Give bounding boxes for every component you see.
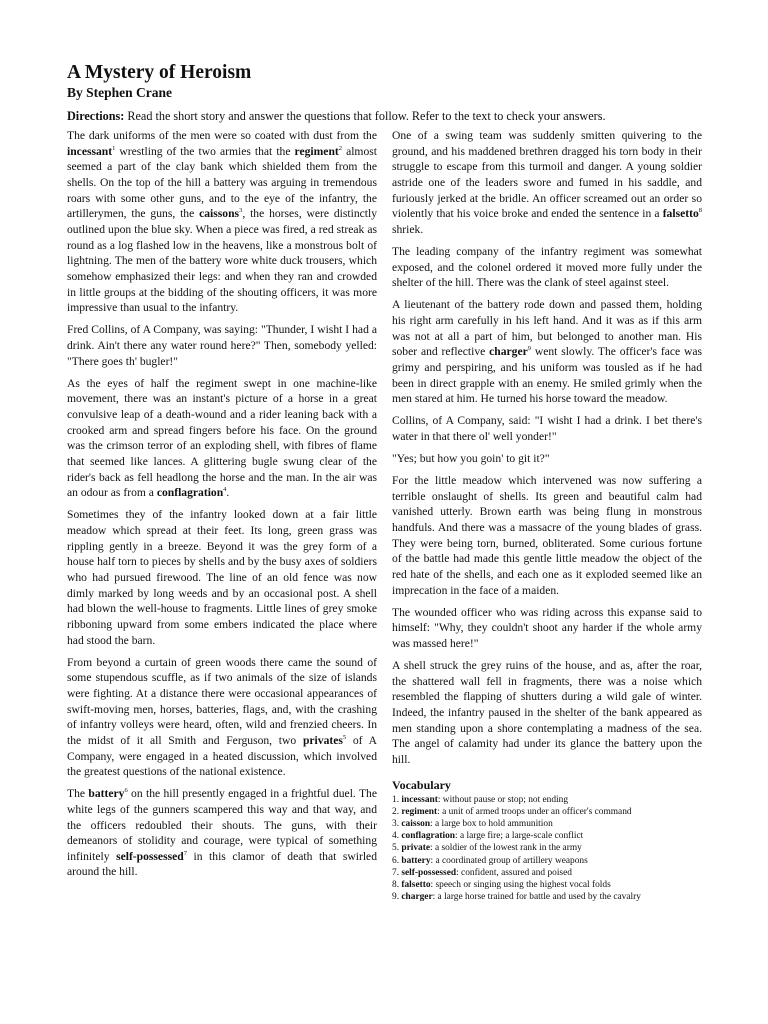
vocabulary-number: 1. <box>392 794 402 805</box>
vocabulary-term: self-possessed <box>401 867 457 878</box>
vocabulary-term: private <box>401 843 431 854</box>
story-author: By Stephen Crane <box>67 85 173 100</box>
text-run: The dark uniforms of the men were so coated with dust from the <box>67 129 377 142</box>
vocabulary-term: battery <box>401 855 431 866</box>
vocabulary-item <box>392 806 702 818</box>
vocabulary-definition: : a large fire; a large-scale conflict <box>455 831 584 842</box>
story-paragraph <box>392 244 702 291</box>
vocabulary-number: 4. <box>392 831 402 842</box>
vocabulary-definition: : a large horse trained for battle and used by the cavalry <box>432 892 641 903</box>
vocabulary-item <box>392 867 702 879</box>
text-run: For the little meadow which intervened was now suffering a terrible onslaught of shells. Its green and beautiful calm had vanished utterly. Brown earth was being flung in monstrous handfuls. And there was a massacre of the young blades of grass. They were being torn, burned, obliterated. Some curious fortune of the battle had made this gentle little meadow the object of the red hate of the shells, and each one as it exploded seemed like an imprecation in the face of a maiden. <box>392 474 702 597</box>
vocab-term: incessant <box>67 144 113 158</box>
vocabulary-item <box>392 879 702 891</box>
vocabulary-definition: : a coordinated group of artillery weapons <box>430 855 588 866</box>
text-run: Collins, of A Company, said: "I wisht I had a drink. I bet there's water in that there ol' well yonder!" <box>392 414 702 443</box>
vocab-term: conflagration <box>156 486 224 500</box>
vocabulary-item <box>392 830 702 842</box>
text-run: . <box>226 486 230 500</box>
vocabulary-definition: : confident, assured and poised <box>456 867 572 878</box>
story-paragraph <box>392 451 702 467</box>
vocabulary-definition: : speech or singing using the highest vocal folds <box>430 880 611 891</box>
text-run: A shell struck the grey ruins of the house, and as, after the roar, the shattered wall fell in fragments, there was a noise which resembled the flapping of shutters during a wild gale of winter. Indeed, the infantry paused in the shelter of the bank appeared as men standing upon a shore contemplating a madness of the sea. The angel of calamity had under its glance the battery upon the hill. <box>392 659 702 767</box>
footnote-marker: 8 <box>698 207 702 215</box>
text-run: went slowly. The officer's face was grimy and perspiring, and his uniform was tousled as if he had been in direct grapple with an enemy. He smiled grimly when the men stared at him. He turned his horse toward the meadow. <box>392 345 703 406</box>
right-column <box>392 128 702 904</box>
footnote-marker: 4 <box>223 486 227 494</box>
text-run: on the hill presently engaged in a frightful duel. The white legs of the gunners scampered this way and that way, and the officers redoubled their shouts. The guns, with their demeanors of stolidity and courage, were typical of something infinitely <box>67 787 377 863</box>
vocabulary-definition: : a soldier of the lowest rank in the army <box>430 843 582 854</box>
vocab-term: falsetto <box>662 207 699 221</box>
story-paragraph <box>392 297 702 407</box>
footnote-marker: 2 <box>338 144 343 152</box>
vocabulary-item <box>392 855 702 867</box>
vocabulary-term: conflagration <box>401 831 456 842</box>
vocab-term: self-possessed <box>116 849 184 863</box>
vocabulary-number: 5. <box>392 843 402 854</box>
text-run: Fred Collins, of A Company, was saying: "Thunder, I wisht I had a drink. Ain't there any water round here?" Then, somebody yelled: "There goes th' bugler!" <box>67 323 377 368</box>
vocabulary-term: regiment <box>401 806 438 817</box>
text-run: The leading company of the infantry regiment was somewhat exposed, and the colonel ordered it moved more fully under the shelter of the hill. There was the clank of steel against steel. <box>392 244 702 290</box>
text-run: , the horses, were distinctly outlined upon the blue sky. When a piece was fired, a red streak as round as a log flashed low in the heavens, like a monstrous bolt of lightning. The men of the battery wore white duck trousers, which somehow emphasized their legs: and when they ran and crowded in little groups at the bidding of the shouting officers, it was more impressive than usual to the infantry. <box>67 207 377 315</box>
text-run: One of a swing team was suddenly smitten quivering to the ground, and his maddened brethren dragged his torn body in their struggle to escape from this turmoil and danger. A young soldier astride one of the leaders swore and fumed in his saddle, and furiously jerked at the bridle. An officer screamed out an order so violently that his voice broke and ended the sentence in a <box>392 129 702 221</box>
directions-label: Directions: <box>67 109 125 123</box>
footnote-marker: 7 <box>183 849 187 857</box>
text-run: in this clamor of death that swirled around the hill. <box>67 849 378 879</box>
vocabulary-term: charger <box>401 892 433 903</box>
vocabulary-term: falsetto <box>401 880 431 891</box>
story-title: A Mystery of Heroism <box>67 62 252 83</box>
vocabulary-list <box>392 794 702 904</box>
text-run: Sometimes they of the infantry looked down at a fair little meadow which spread at their feet. Its long, green grass was rippling gently in a breeze. Beyond it was the grey form of a house half torn to pieces by shells and by the busy axes of soldiers who had pursued firewood. The line of an old fence was now dimly marked by long weeds and by an occasional post. A shell had blown the well-house to fragments. Little lines of grey smoke ribboning upward from some embers indicated the place where had stood the barn. <box>67 508 377 647</box>
vocabulary-number: 9. <box>392 892 402 903</box>
footnote-marker: 6 <box>124 787 128 795</box>
story-paragraph <box>67 786 377 880</box>
story-columns <box>67 128 702 904</box>
footnote-marker: 3 <box>239 207 243 215</box>
footnote-marker: 9 <box>527 345 531 353</box>
text-run: From beyond a curtain of green woods there came the sound of some stupendous scuffle, as if two animals of the size of islands were fighting. At a distance there were occasional appearances of swift-moving men, horses, batteries, flags, and, with the crashing of infantry volleys were heard, often, wild and frenzied cheers. In the midst of it all Smith and Ferguson, two <box>67 655 377 747</box>
text-run: shriek. <box>392 222 424 236</box>
footnote-marker: 1 <box>112 144 116 152</box>
text-run: As the eyes of half the regiment swept in one machine-like movement, there was an instant's picture of a horse in a great convulsive leap of a death-wound and a rider leaning back with a crooked arm and spread fingers before his face. On the ground was the crimson terror of an exploding shell, with fibres of flame that seemed like lances. A glittering bugle swung clear of the rider's back as fell headlong the horse and the man. In the air was an odour as from a <box>67 376 377 500</box>
vocab-term: caissons <box>199 207 240 221</box>
story-paragraph <box>67 655 377 780</box>
vocab-term: privates <box>302 733 343 747</box>
vocabulary-item <box>392 794 702 806</box>
directions-text: Read the short story and answer the questions that follow. Refer to the text to check your answers. <box>124 109 606 123</box>
story-paragraph <box>392 128 702 238</box>
story-paragraph <box>392 605 702 652</box>
vocabulary-number: 3. <box>392 819 402 830</box>
vocabulary-title: Vocabulary <box>392 777 451 792</box>
footnote-marker: 5 <box>342 733 347 741</box>
story-paragraph <box>392 413 702 444</box>
text-run: "Yes; but how you goin' to git it?" <box>392 452 550 466</box>
vocabulary-definition: : a unit of armed troops under an officer's command <box>437 806 632 817</box>
vocabulary-term: incessant <box>401 794 438 805</box>
vocabulary-definition: : without pause or stop; not ending <box>437 794 569 805</box>
vocabulary-item <box>392 842 702 854</box>
text-run: The <box>67 787 89 801</box>
story-paragraph <box>392 473 702 598</box>
text-run: The wounded officer who was riding across this expanse said to himself: "Why, they couldn't shoot any harder if the whole army was massed here!" <box>392 605 702 651</box>
vocabulary-term: caisson <box>401 819 431 830</box>
story-paragraph <box>392 658 702 768</box>
vocabulary-item <box>392 891 702 903</box>
vocab-term: battery <box>88 787 125 801</box>
vocabulary-number: 2. <box>392 806 402 817</box>
story-paragraph <box>67 376 377 501</box>
vocabulary-number: 6. <box>392 855 402 866</box>
story-paragraph <box>67 507 377 648</box>
text-run: of A Company, were engaged in a heated discussion, which involved the greatest questions of the national existence. <box>67 733 378 779</box>
text-run: A lieutenant of the battery rode down and passed them, holding his right arm carefully in his left hand. And it was as if this arm was not at all a part of him, but belonged to another man. His sober and reflective <box>392 298 702 359</box>
vocabulary-definition: : a large box to hold ammunition <box>430 819 553 830</box>
vocab-term: regiment <box>294 144 339 158</box>
vocabulary-number: 8. <box>392 880 402 891</box>
right-column-paragraphs <box>392 128 702 768</box>
vocab-term: charger <box>489 345 528 359</box>
text-run: almost seemed a part of the clay bank which shielded them from the shells. On the top of the hill a battery was arguing in tremendous roars with some other guns, and to the eye of the infantry, the artillerymen, the guns, the <box>67 144 377 221</box>
vocabulary-item <box>392 818 702 830</box>
directions <box>67 108 702 124</box>
left-column <box>67 128 377 904</box>
vocabulary-number: 7. <box>392 867 402 878</box>
story-paragraph <box>67 128 377 316</box>
text-run: wrestling of the two armies that the <box>115 144 295 158</box>
story-paragraph <box>67 322 377 369</box>
